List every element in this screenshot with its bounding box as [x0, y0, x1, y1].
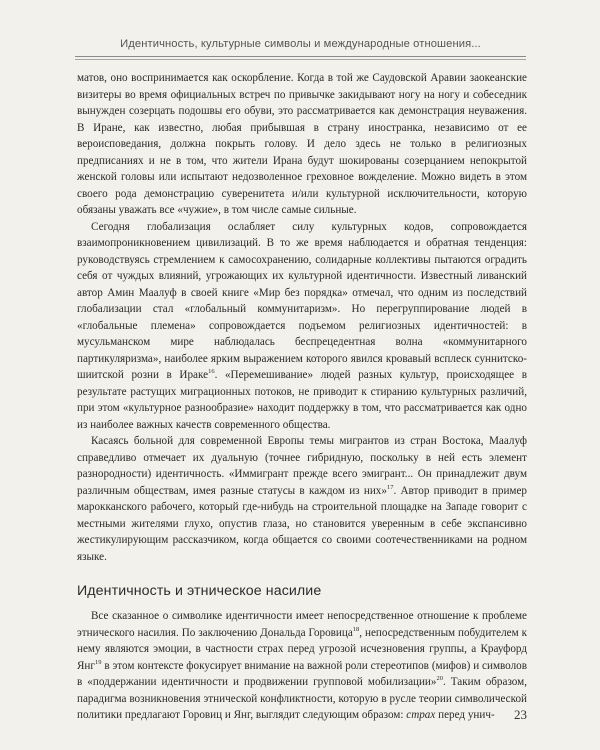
paragraph-1: матов, оно воспринимается как оскорбление. Когда в той же Саудовской Аравии заокеанские визитеры во время официальных встреч по привычке закидывают ногу на ногу и собеседник вынужден созерцать подошвы его обуви, это рассматривается как демонстрация неуважения. В Иране, как известно, любая прибывшая в страну иностранка, независимо от ее вероисповедания, должна покрыть голову. И дело здесь не только в религиозных предписаниях и не в том, что жители Ирана будут шокированы созерцанием непокрытой женской головы или испытают недозволенное греховное вожделение. Можно видеть в этом своего рода демонстрацию суверенитета и/или культурной исключительности, которую обязаны уважать все «чужие», в том числе самые сильные. — [77, 72, 527, 216]
header-rule-thin — [75, 59, 526, 60]
paragraph-4-text-e: перед унич- — [435, 709, 495, 721]
running-head: Идентичность, культурные символы и международные отношения... — [120, 38, 481, 50]
page-header — [75, 0, 526, 62]
paragraph-4-text-b: , непосредственным побудителем к нему являются эмоции, в частности страх перед угрозой исчезновения группы, а Крауфорд Янг — [77, 626, 527, 672]
footnote-ref-19: 19 — [94, 658, 102, 666]
header-rule-thick — [75, 56, 526, 57]
paragraph-2 — [77, 219, 527, 434]
paragraph-3-text-b: . Автор приводит в пример марокканского рабочего, который где-нибудь на строительной площадке на Западе говорит с местными жителями глухо, опустив глаза, но становится уверенным в себе экспансивно жестикулирующим рассказчиком, когда общается со своими соотечественниками на родном языке. — [77, 484, 527, 563]
section-heading: Идентичность и этническое насилие — [77, 583, 322, 599]
paragraph-4-text-d: . Таким образом, парадигма возникновения этнической конфликтности, которую в русле теории символической политики предлагают Горовиц и Янг, выглядит следующим образом: — [77, 676, 527, 721]
footnote-ref-17: 17 — [386, 483, 394, 491]
paragraph-4 — [77, 608, 527, 724]
footnote-ref-18: 18 — [352, 625, 360, 633]
paragraph-3-text-a: Касаясь больной для современной Европы темы мигрантов из стран Востока, Маалуф справедливо отмечает их дуальную (точнее гибридную, поскольку в ней есть элемент разнородности) идентичность. «Иммигрант прежде всего эмигрант... Он принадлежит двум различным обществам, имея разные статусы в каждом из них» — [77, 435, 527, 497]
paragraph-4-text-a: Все сказанное о символике идентичности имеет непосредственное отношение к проблеме этнического насилия. По заключению Дональда Горовица — [77, 610, 527, 639]
footnote-ref-16: 16 — [208, 368, 215, 375]
paragraph-4-text-c: в этом контексте фокусирует внимание на важной роли стереотипов (мифов) и символов в «поддержании идентичности и продвижении групповой мобилизации» — [77, 659, 527, 688]
paragraph-2-text-b: . «Перемешивание» людей разных культур, происходящее в результате растущих миграционных потоков, не приводит к стиранию культурных различий, при этом «культурное разнообразие» находит поддержку в том, что рассматривается как одно из наиболее важных качеств современного общества. — [77, 369, 527, 431]
page-body — [77, 70, 527, 724]
paragraph-2-text-a: Сегодня глобализация ослабляет силу культурных кодов, сопровождается взаимопроникновением цивилизаций. В то же время наблюдается и обратная тенденция: руководствуясь стремлением к самосохранению, солидарные коллективы пытаются оградить себя от чуждых влияний, угрожающих их культурной идентичности. Известный ливанский автор Амин Маалуф в своей книге «Мир без порядка» отмечал, что одним из последствий глобализации стал «глобальный коммунитаризм». Но перегруппирование людей в «глобальные племена» сопровождается подъемом религиозных идентичностей: в мусульманском мире наблюдалась беспрецедентная волна «коммунитарного партикуляризма», наиболее ярким выражением которого явился кровавый всплеск суннитско-шиитской розни в Ираке — [77, 220, 527, 381]
paragraph-4-emphasis: страх — [406, 709, 436, 721]
paragraph-3 — [77, 433, 527, 565]
footnote-ref-20: 20 — [436, 675, 443, 682]
page-number: 23 — [514, 707, 527, 722]
